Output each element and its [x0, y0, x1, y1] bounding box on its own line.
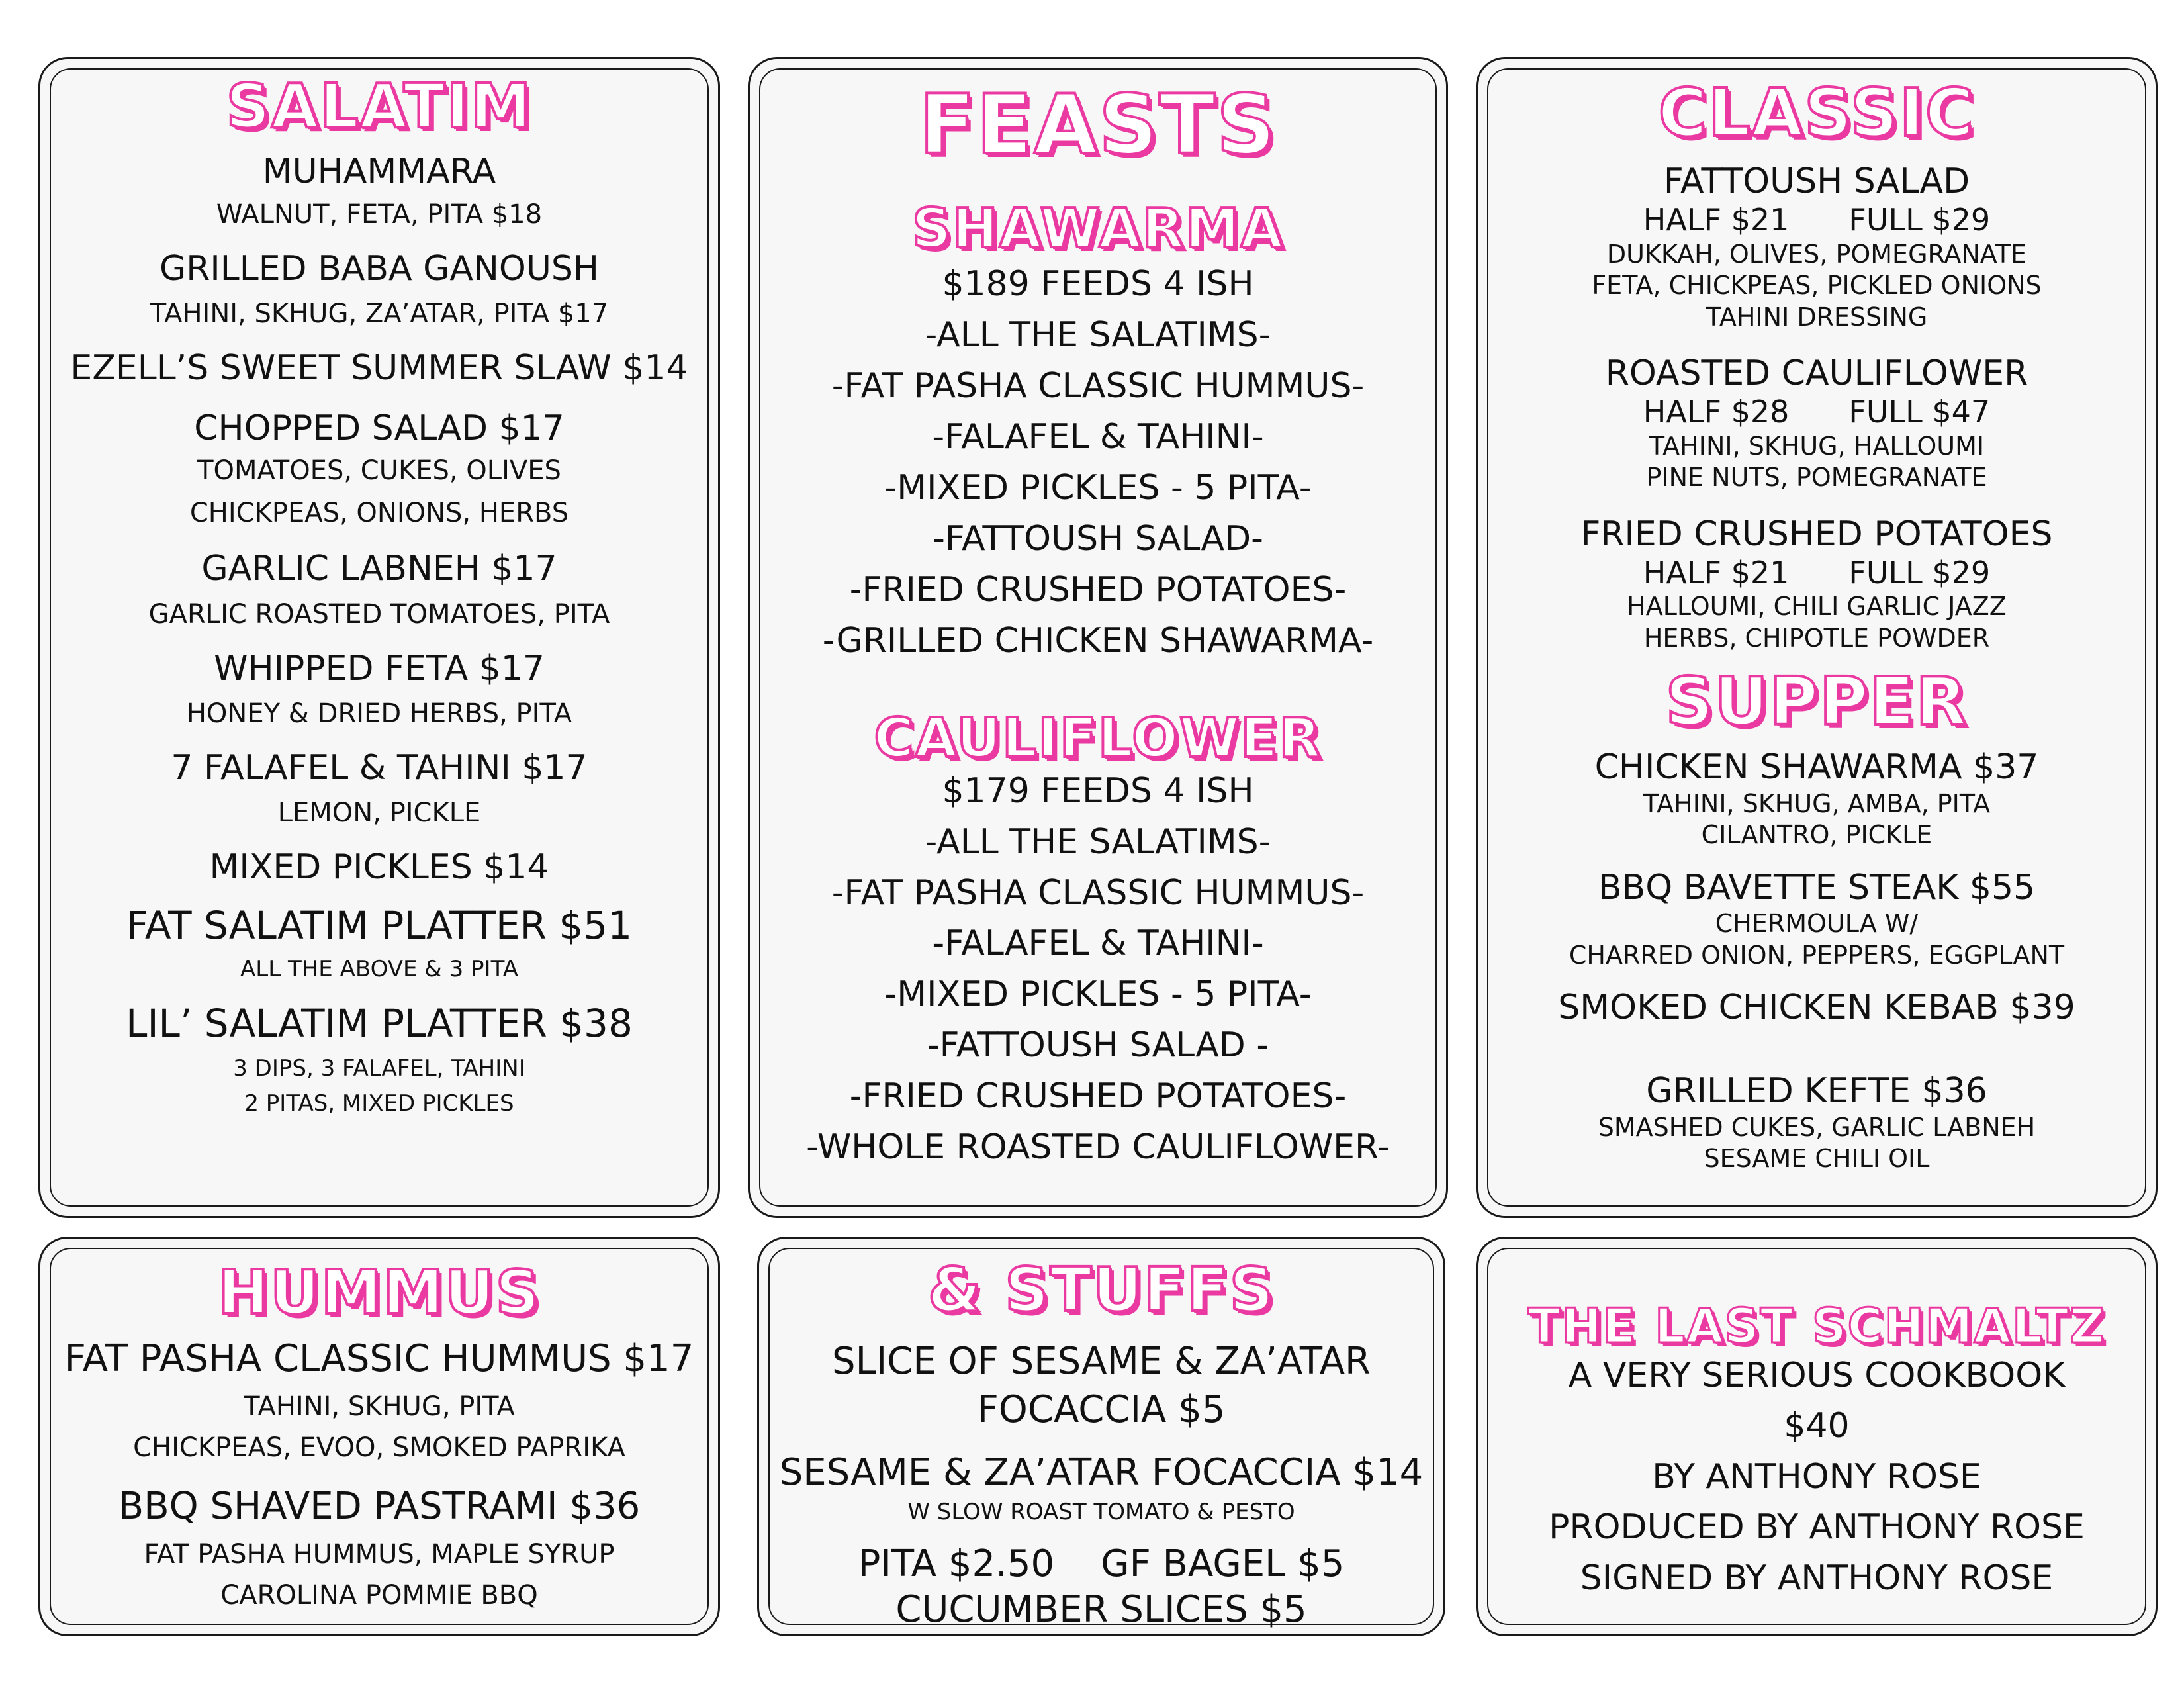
menu-item-row: PITA $2.50 GF BAGEL $5 [858, 1542, 1345, 1586]
menu-item: SESAME & ZA’ATAR FOCACCIA $14 [779, 1451, 1424, 1495]
menu-item: GRILLED BABA GANOUSH TAHINI, SKHUG, ZA’ATAR, PITA $17 [150, 249, 609, 330]
feast-line: -FATTOUSH SALAD- [933, 518, 1263, 559]
menu-item: FAT PASHA CLASSIC HUMMUS $17 TAHINI, SKHUG, PITA CHICKPEAS, EVOO, SMOKED PAPRIKA [64, 1337, 694, 1464]
feast-line: -MIXED PICKLES - 5 PITA- [884, 467, 1312, 508]
menu-item: BBQ BAVETTE STEAK $55 CHERMOULA W/ CHARRED ONION, PEPPERS, EGGPLANT [1569, 867, 2065, 970]
subsection-title-shawarma: SHAWARMA [912, 197, 1284, 260]
feast-line: -WHOLE ROASTED CAULIFLOWER- [806, 1127, 1390, 1168]
menu-item: MIXED PICKLES $14 [209, 847, 549, 888]
menu-item: 7 FALAFEL & TAHINI $17 LEMON, PICKLE [171, 747, 588, 829]
feast-line: -FALAFEL & TAHINI- [932, 923, 1264, 964]
section-title-supper: SUPPER [1665, 663, 1968, 741]
feast-line: -GRILLED CHICKEN SHAWARMA- [822, 620, 1374, 661]
feast-price: $179 FEEDS 4 ISH [942, 771, 1254, 811]
classic-panel [1476, 57, 2158, 1218]
feast-line: -FALAFEL & TAHINI- [932, 416, 1264, 457]
menu-item: FOCACCIA $5 [977, 1388, 1226, 1432]
feast-line: -FAT PASHA CLASSIC HUMMUS- [831, 365, 1365, 406]
menu-item: GARLIC LABNEH $17 GARLIC ROASTED TOMATOES, PITA [148, 549, 610, 630]
menu-item: SMOKED CHICKEN KEBAB $39 [1558, 988, 2075, 1028]
menu-item: GRILLED KEFTE $36 SMASHED CUKES, GARLIC LABNEH SESAME CHILI OIL [1598, 1071, 2036, 1174]
feast-line: -FRIED CRUSHED POTATOES- [849, 569, 1347, 610]
feasts-panel [748, 57, 1448, 1218]
feast-line: -FAT PASHA CLASSIC HUMMUS- [831, 872, 1365, 913]
cookbook-line: PRODUCED BY ANTHONY ROSE [1549, 1507, 2085, 1548]
menu-item: LIL’ SALATIM PLATTER $38 3 DIPS, 3 FALAFEL, TAHINI 2 PITAS, MIXED PICKLES [126, 1000, 633, 1117]
menu-item: MUHAMMARA WALNUT, FETA, PITA $18 [216, 152, 543, 230]
menu-item: ROASTED CAULIFLOWER HALF $28 FULL $47 TAHINI, SKHUG, HALLOUMI PINE NUTS, POMEGRANATE [1605, 353, 2028, 492]
subsection-title-cauliflower: CAULIFLOWER [874, 706, 1322, 770]
cookbook-panel [1476, 1237, 2158, 1636]
half-full-prices: HALF $21 FULL $29 [1643, 555, 1991, 591]
section-title-salatim: SALATIM [226, 71, 533, 142]
menu-item: FRIED CRUSHED POTATOES HALF $21 FULL $29 HALLOUMI, CHILI GARLIC JAZZ HERBS, CHIPOTLE POWDER [1580, 514, 2053, 653]
menu-item: FATTOUSH SALAD HALF $21 FULL $29 DUKKAH, OLIVES, POMEGRANATE FETA, CHICKPEAS, PICKLED ONIONS TAHINI DRESSING [1592, 162, 2042, 332]
salatim-list [70, 145, 688, 1117]
cookbook-line: SIGNED BY ANTHONY ROSE [1580, 1558, 2054, 1598]
menu-item: CHICKEN SHAWARMA $37 TAHINI, SKHUG, AMBA, PITA CILANTRO, PICKLE [1594, 747, 2039, 850]
feast-line: -FRIED CRUSHED POTATOES- [849, 1076, 1347, 1117]
feast-line: -FATTOUSH SALAD - [927, 1025, 1269, 1066]
half-full-prices: HALF $28 FULL $47 [1643, 394, 1991, 430]
feast-line: -ALL THE SALATIMS- [925, 314, 1271, 355]
section-title-stuffs: & STUFFS [928, 1254, 1275, 1325]
menu-item: FAT SALATIM PLATTER $51 ALL THE ABOVE & 3 PITA [126, 902, 633, 983]
menu-item: EZELL’S SWEET SUMMER SLAW $14 [70, 348, 688, 389]
menu-item: BBQ SHAVED PASTRAMI $36 FAT PASHA HUMMUS, MAPLE SYRUP CAROLINA POMMIE BBQ [118, 1485, 641, 1611]
menu-item: SLICE OF SESAME & ZA’ATAR [832, 1340, 1371, 1383]
cookbook-price: $40 [1784, 1406, 1850, 1446]
section-title-classic: CLASSIC [1658, 74, 1976, 152]
menu-item-desc: W SLOW ROAST TOMATO & PESTO [907, 1498, 1295, 1525]
stuffs-panel [757, 1237, 1445, 1636]
menu-item: CHOPPED SALAD $17 TOMATOES, CUKES, OLIVES CHICKPEAS, ONIONS, HERBS [189, 408, 569, 529]
section-title-feasts: FEASTS [919, 77, 1277, 173]
feast-price: $189 FEEDS 4 ISH [942, 264, 1254, 304]
section-title-cookbook: THE LAST SCHMALTZ [1527, 1298, 2106, 1354]
hummus-panel [38, 1237, 720, 1636]
half-full-prices: HALF $21 FULL $29 [1643, 202, 1991, 238]
feast-line: -ALL THE SALATIMS- [925, 821, 1271, 862]
cookbook-line: BY ANTHONY ROSE [1652, 1456, 1981, 1497]
salatim-panel [38, 57, 720, 1218]
feast-line: -MIXED PICKLES - 5 PITA- [884, 974, 1312, 1015]
cookbook-line: A VERY SERIOUS COOKBOOK [1568, 1356, 2066, 1395]
section-title-hummus: HUMMUS [218, 1257, 541, 1328]
menu-item: WHIPPED FETA $17 HONEY & DRIED HERBS, PITA [186, 648, 572, 729]
menu-item: CUCUMBER SLICES $5 [895, 1588, 1307, 1632]
